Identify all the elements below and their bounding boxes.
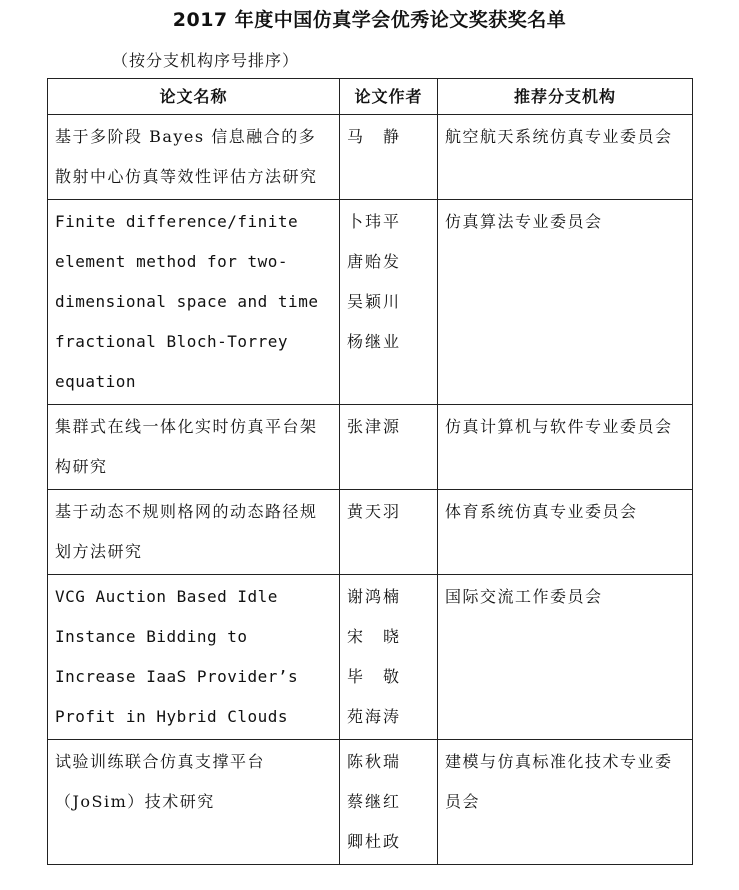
author-name: 谢鸿楠 — [347, 587, 402, 606]
paper-title-cell: 基于动态不规则格网的动态路径规划方法研究 — [48, 490, 340, 575]
paper-title-cell: VCG Auction Based Idle Instance Bidding to Increase IaaS Provider’s Profit in Hybrid Clouds — [48, 575, 340, 740]
author-name: 杨继业 — [347, 332, 402, 351]
column-header-authors: 论文作者 — [340, 79, 438, 115]
table-row — [48, 490, 693, 575]
author-name: 陈秋瑞 — [347, 752, 402, 771]
table-row — [48, 405, 693, 490]
authors-cell — [340, 575, 438, 740]
authors-cell — [340, 115, 438, 200]
authors-cell — [340, 405, 438, 490]
paper-title-cell: 集群式在线一体化实时仿真平台架构研究 — [48, 405, 340, 490]
branch-cell: 仿真算法专业委员会 — [438, 200, 693, 405]
branch-cell: 体育系统仿真专业委员会 — [438, 490, 693, 575]
author-name: 毕 敬 — [347, 667, 402, 686]
table-row — [48, 575, 693, 740]
author-name: 苑海涛 — [347, 707, 402, 726]
author-name: 张津源 — [347, 417, 402, 436]
author-name: 马 静 — [347, 127, 402, 146]
paper-title-cell: Finite difference/finite element method for two-dimensional space and time fractional Bloch-Torrey equation — [48, 200, 340, 405]
author-name: 蔡继红 — [347, 792, 402, 811]
author-name: 黄天羽 — [347, 502, 402, 521]
document-title: 2017 年度中国仿真学会优秀论文奖获奖名单 — [172, 9, 567, 31]
author-name: 吴颖川 — [347, 292, 402, 311]
authors-cell — [340, 490, 438, 575]
branch-cell: 国际交流工作委员会 — [438, 575, 693, 740]
branch-cell: 建模与仿真标准化技术专业委员会 — [438, 740, 693, 865]
awards-table — [47, 78, 693, 865]
authors-cell — [340, 200, 438, 405]
authors-cell — [340, 740, 438, 865]
author-name: 宋 晓 — [347, 627, 402, 646]
table-row — [48, 740, 693, 865]
column-header-branch: 推荐分支机构 — [438, 79, 693, 115]
column-header-paper-title: 论文名称 — [48, 79, 340, 115]
table-row — [48, 115, 693, 200]
branch-cell: 仿真计算机与软件专业委员会 — [438, 405, 693, 490]
table-header-row — [48, 79, 693, 115]
branch-cell: 航空航天系统仿真专业委员会 — [438, 115, 693, 200]
paper-title-cell: 试验训练联合仿真支撑平台（JoSim）技术研究 — [48, 740, 340, 865]
author-name: 唐贻发 — [347, 252, 402, 271]
table-row — [48, 200, 693, 405]
paper-title-cell: 基于多阶段 Bayes 信息融合的多散射中心仿真等效性评估方法研究 — [48, 115, 340, 200]
author-name: 卿杜政 — [347, 832, 402, 851]
document-subtitle: （按分支机构序号排序） — [112, 51, 300, 70]
author-name: 卜玮平 — [347, 212, 402, 231]
